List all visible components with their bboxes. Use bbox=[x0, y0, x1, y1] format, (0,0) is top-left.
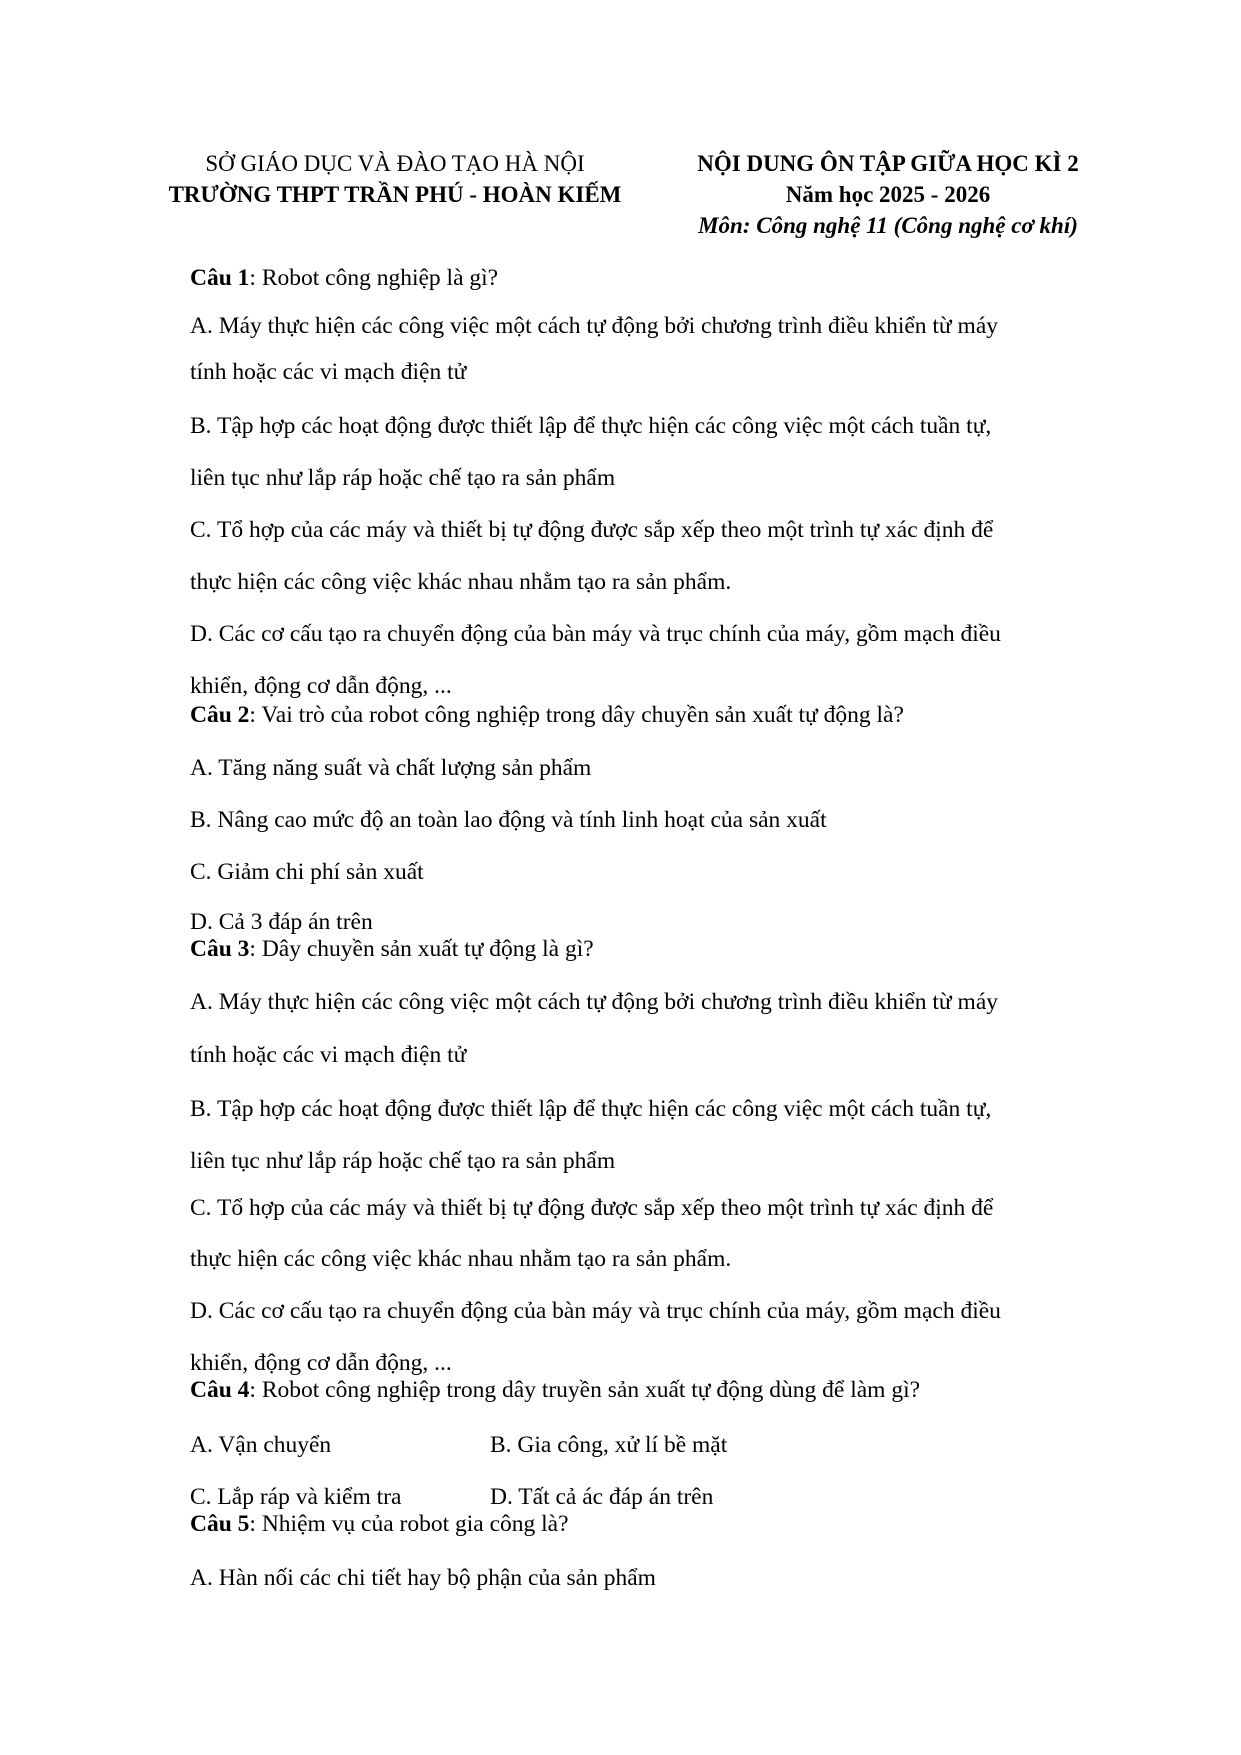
question-4 bbox=[190, 1376, 920, 1404]
question-text: : Vai trò của robot công nghiệp trong dây chuyền sản xuất tự động là? bbox=[249, 702, 904, 728]
answer-option: B. Nâng cao mức độ an toàn lao động và tính linh hoạt của sản xuất bbox=[190, 807, 827, 833]
answer-option: D. Các cơ cấu tạo ra chuyển động của bàn máy và trục chính của máy, gồm mạch điều bbox=[190, 621, 1001, 647]
answer-option: C. Giảm chi phí sản xuất bbox=[190, 859, 424, 885]
answer-option-cont: khiển, động cơ dẫn động, ... bbox=[190, 673, 452, 699]
answer-option: C. Tổ hợp của các máy và thiết bị tự động được sắp xếp theo một trình tự xác định để bbox=[190, 1195, 994, 1221]
answer-option-cont: tính hoặc các vi mạch điện tử bbox=[190, 1042, 467, 1068]
question-text: : Robot công nghiệp trong dây truyền sản xuất tự động dùng để làm gì? bbox=[249, 1377, 921, 1403]
question-text: : Robot công nghiệp là gì? bbox=[249, 265, 499, 291]
answer-row bbox=[190, 1431, 728, 1459]
answer-option: B. Tập hợp các hoạt động được thiết lập để thực hiện các công việc một cách tuần tự, bbox=[190, 413, 992, 439]
question-label: Câu 2 bbox=[190, 702, 250, 728]
answer-row bbox=[190, 1483, 714, 1511]
question-label: Câu 5 bbox=[190, 1511, 250, 1537]
question-label: Câu 3 bbox=[190, 936, 250, 962]
answer-option-cont: thực hiện các công việc khác nhau nhằm tạo ra sản phẩm. bbox=[190, 569, 732, 595]
answer-option: A. Máy thực hiện các công việc một cách tự động bởi chương trình điều khiển từ máy bbox=[190, 989, 999, 1015]
question-label: Câu 1 bbox=[190, 265, 250, 291]
answer-option: D. Tất cả ác đáp án trên bbox=[490, 1484, 714, 1510]
answer-option: D. Các cơ cấu tạo ra chuyển động của bàn máy và trục chính của máy, gồm mạch điều bbox=[190, 1298, 1001, 1324]
answer-option-cont: liên tục như lắp ráp hoặc chế tạo ra sản phẩm bbox=[190, 1148, 616, 1174]
answer-option: A. Vận chuyển bbox=[190, 1432, 332, 1458]
answer-option: B. Tập hợp các hoạt động được thiết lập để thực hiện các công việc một cách tuần tự, bbox=[190, 1096, 992, 1122]
document-title: NỘI DUNG ÔN TẬP GIỮA HỌC KÌ 2 bbox=[697, 151, 1079, 176]
school-name: TRƯỜNG THPT TRẦN PHÚ - HOÀN KIẾM bbox=[168, 182, 622, 207]
answer-option-cont: tính hoặc các vi mạch điện tử bbox=[190, 359, 467, 385]
answer-option-cont: thực hiện các công việc khác nhau nhằm tạo ra sản phẩm. bbox=[190, 1246, 732, 1272]
question-1 bbox=[190, 264, 498, 292]
answer-option-cont: khiển, động cơ dẫn động, ... bbox=[190, 1350, 452, 1376]
question-text: : Nhiệm vụ của robot gia công là? bbox=[249, 1511, 569, 1537]
answer-option: C. Tổ hợp của các máy và thiết bị tự động được sắp xếp theo một trình tự xác định để bbox=[190, 517, 994, 543]
department-name: SỞ GIÁO DỤC VÀ ĐÀO TẠO HÀ NỘI bbox=[205, 151, 585, 176]
question-3 bbox=[190, 935, 594, 963]
question-label: Câu 4 bbox=[190, 1377, 250, 1403]
answer-option: A. Hàn nối các chi tiết hay bộ phận của sản phẩm bbox=[190, 1565, 656, 1591]
question-5 bbox=[190, 1510, 569, 1538]
answer-option: D. Cả 3 đáp án trên bbox=[190, 909, 373, 935]
question-2 bbox=[190, 701, 904, 729]
answer-option: A. Máy thực hiện các công việc một cách tự động bởi chương trình điều khiển từ máy bbox=[190, 313, 999, 339]
answer-option: B. Gia công, xử lí bề mặt bbox=[490, 1432, 728, 1458]
answer-option: C. Lắp ráp và kiểm tra bbox=[190, 1484, 402, 1510]
question-text: : Dây chuyền sản xuất tự động là gì? bbox=[249, 936, 594, 962]
school-year: Năm học 2025 - 2026 bbox=[785, 182, 991, 207]
subject: Môn: Công nghệ 11 (Công nghệ cơ khí) bbox=[698, 213, 1078, 238]
header-right bbox=[668, 148, 1108, 241]
answer-option: A. Tăng năng suất và chất lượng sản phẩm bbox=[190, 755, 592, 781]
header-left bbox=[150, 148, 640, 210]
answer-option-cont: liên tục như lắp ráp hoặc chế tạo ra sản phẩm bbox=[190, 465, 616, 491]
